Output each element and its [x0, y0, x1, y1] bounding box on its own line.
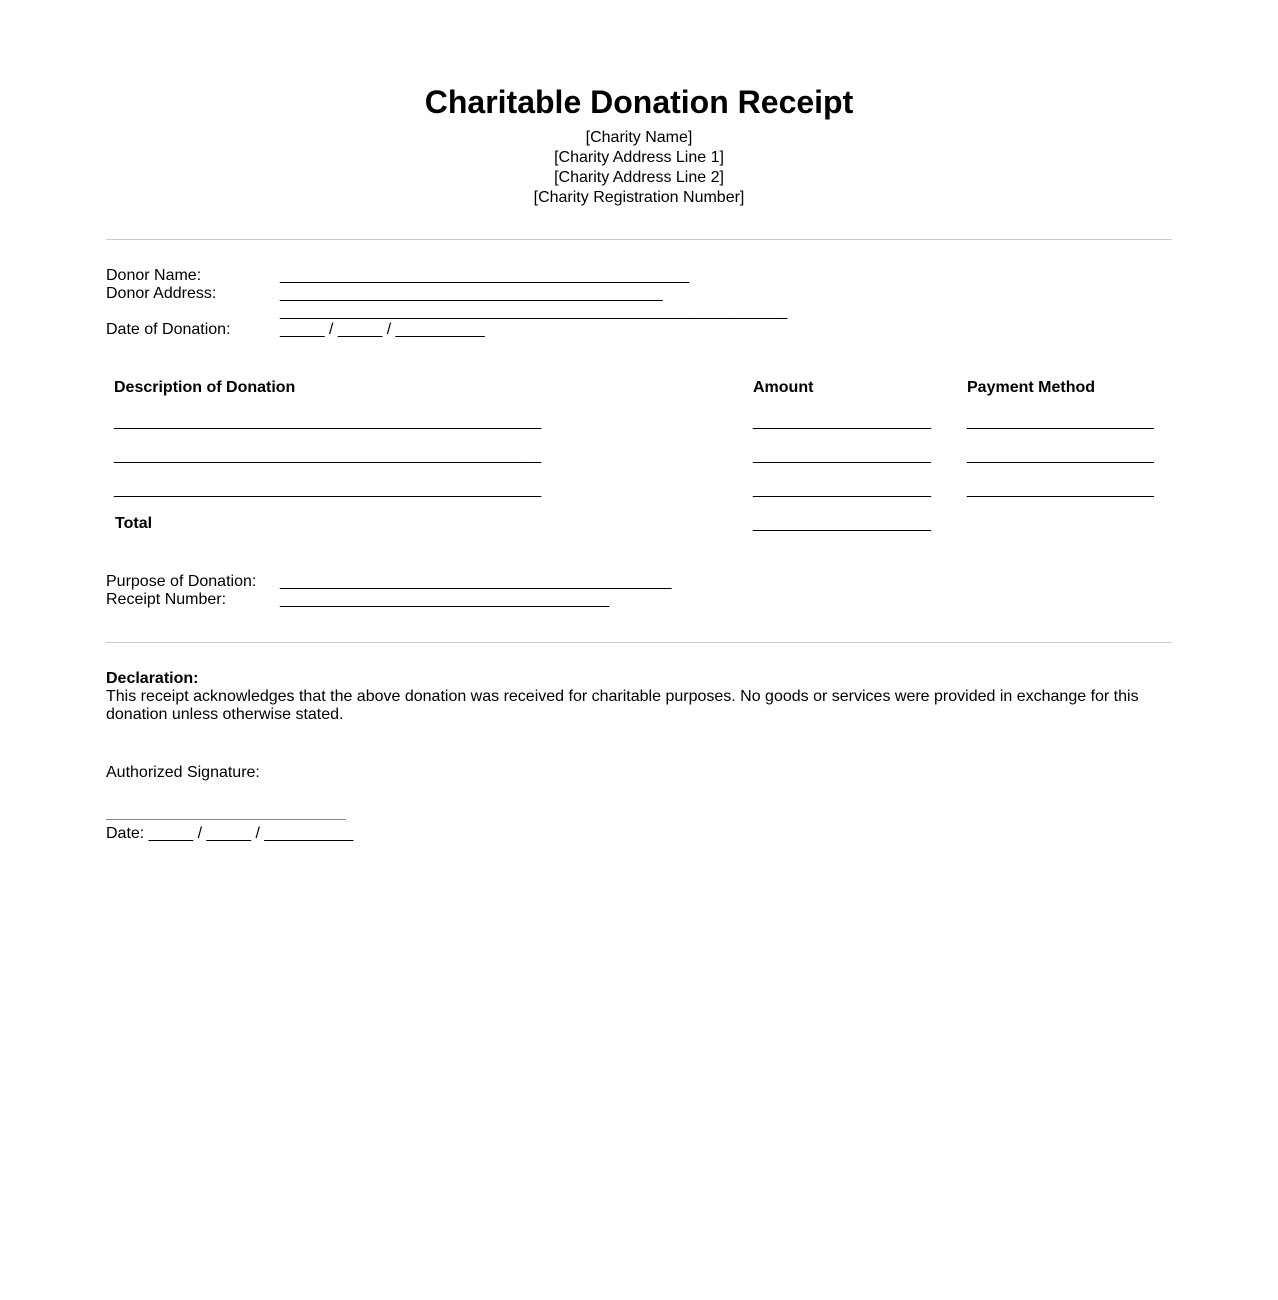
page-title: Charitable Donation Receipt: [424, 84, 854, 120]
amount-field[interactable]: ____________________: [753, 447, 931, 464]
donor-name-label: Donor Name:: [106, 267, 202, 284]
total-amount-field[interactable]: ____________________: [753, 515, 931, 532]
charity-address-line-2: [Charity Address Line 2]: [554, 169, 724, 186]
amount-field[interactable]: ____________________: [753, 481, 931, 498]
payment-method-field[interactable]: _____________________: [967, 413, 1154, 430]
purpose-field[interactable]: ____________________________________________: [280, 573, 672, 590]
divider-top: [106, 239, 1172, 240]
description-field[interactable]: ________________________________________________: [114, 447, 542, 464]
description-field[interactable]: ________________________________________________: [114, 413, 542, 430]
receipt-number-label: Receipt Number:: [106, 591, 227, 608]
total-label: Total: [115, 515, 153, 532]
authorized-signature-label: Authorized Signature:: [106, 764, 260, 781]
date-of-donation-label: Date of Donation:: [106, 321, 231, 338]
payment-method-field[interactable]: _____________________: [967, 481, 1154, 498]
column-header-payment-method: Payment Method: [967, 379, 1096, 396]
declaration-title: Declaration:: [106, 670, 199, 687]
charity-registration-number: [Charity Registration Number]: [533, 189, 745, 206]
donor-address-label: Donor Address:: [106, 285, 217, 302]
charity-address-line-1: [Charity Address Line 1]: [554, 149, 724, 166]
payment-method-field[interactable]: _____________________: [967, 447, 1154, 464]
column-header-description: Description of Donation: [114, 379, 296, 396]
date-of-donation-field[interactable]: _____ / _____ / __________: [280, 321, 485, 338]
donor-name-field[interactable]: ______________________________________________: [280, 267, 690, 284]
column-header-amount: Amount: [753, 379, 814, 396]
amount-field[interactable]: ____________________: [753, 413, 931, 430]
purpose-label: Purpose of Donation:: [106, 573, 257, 590]
declaration-text: This receipt acknowledges that the above donation was received for charitable purposes. No goods or services were provided in exchange for this donation unless otherwise stated.: [106, 688, 1139, 723]
donor-address-field-2[interactable]: _________________________________________________________: [280, 303, 788, 320]
divider-middle: [106, 642, 1172, 643]
receipt-header: [106, 84, 1172, 208]
charity-info: [106, 128, 1172, 208]
receipt-number-field[interactable]: _____________________________________: [280, 591, 610, 608]
signature-date[interactable]: Date: _____ / _____ / __________: [106, 825, 354, 842]
description-field[interactable]: ________________________________________________: [114, 481, 542, 498]
charity-name: [Charity Name]: [585, 129, 693, 146]
signature-line[interactable]: [106, 819, 346, 820]
donor-address-field-1[interactable]: ___________________________________________: [280, 285, 663, 302]
